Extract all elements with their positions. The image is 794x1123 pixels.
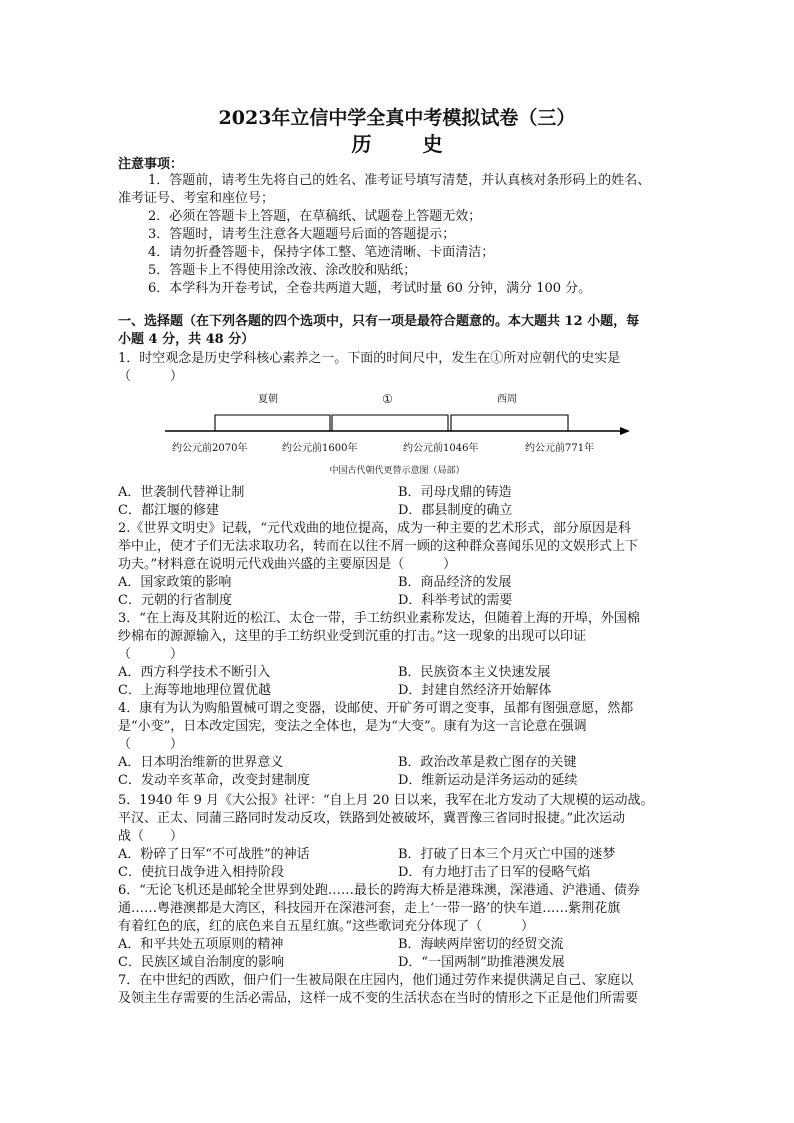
q4-option-a: A．日本明治维新的世界意义 <box>118 755 284 770</box>
exam-title: 2023年立信中学全真中考模拟试卷（三） <box>218 107 576 129</box>
q3-option-d: D．封建自然经济开始解体 <box>398 683 552 698</box>
notice-item: 3．答题时，请考生注意各大题题号后面的答题提示； <box>148 227 456 242</box>
question-7-text: 及领主生存需要的生活必需品，这样一成不变的生活状态在当时的情形之下正是他们所需要 <box>118 991 639 1006</box>
q5-option-a: A．粉碎了日军“不可战胜”的神话 <box>118 847 310 862</box>
question-5-text: 平汉、正太、同蒲三路同时发动反攻，铁路到处被破坏，冀晋豫三省同时报捷。”此次运动 <box>118 811 626 826</box>
q2-option-b: B．商品经济的发展 <box>398 575 512 590</box>
q6-option-c: C．民族区域自治制度的影响 <box>118 955 284 970</box>
q1-option-b: B．司母戊鼎的铸造 <box>398 485 512 500</box>
question-5-text: 战（ ） <box>118 829 184 844</box>
question-1-text: 1．时空观念是历史学科核心素养之一。下面的时间尺中，发生在①所对应朝代的史实是 <box>118 351 621 366</box>
notice-item: 4．请勿折叠答题卡，保持字体工整、笔迹清晰、卡面清洁； <box>148 245 495 260</box>
q5-option-b: B．打破了日本三个月灭亡中国的迷梦 <box>398 847 616 862</box>
date-label: 约公元前1046年 <box>403 443 479 454</box>
q1-option-a: A．世袭制代替禅让制 <box>118 485 245 500</box>
notice-item: 2．必须在答题卡上答题，在草稿纸、试题卷上答题无效； <box>148 209 482 224</box>
q1-option-d: D．郡县制度的确立 <box>398 503 513 518</box>
question-6-text: 通……粤港澳都是大湾区，科技园开在深港河套，走上‘一带一路’的快车道……紫荆花旗 <box>118 901 621 916</box>
q5-option-d: D．有力地打击了日军的侵略气焰 <box>398 865 591 880</box>
period-label-xizhou: 西周 <box>497 394 517 405</box>
q3-option-b: B．民族资本主义快速发展 <box>398 665 551 680</box>
q6-option-d: D．“一国两制”助推港澳发展 <box>398 955 565 970</box>
q2-option-c: C．元朝的行省制度 <box>118 593 232 608</box>
notice-item: 准考证号、考室和座位号； <box>118 191 275 206</box>
timeline-caption: 中国古代朝代更替示意图（局部） <box>329 466 465 476</box>
question-3-text: 纱棉布的源源输入，这里的手工纺织业受到沉重的打击。”这一现象的出现可以印证 <box>118 629 587 644</box>
section-heading-cont: 小题 4 分，共 48 分） <box>118 332 255 347</box>
q4-option-d: D．维新运动是洋务运动的延续 <box>398 773 578 788</box>
question-4-text: （ ） <box>118 737 184 752</box>
question-4-text: 4．康有为认为购船置械可谓之变器，设邮使、开矿务可谓之变事，虽都有图强意愿，然都 <box>118 701 634 716</box>
q4-option-c: C．发动辛亥革命，改变封建制度 <box>118 773 310 788</box>
q2-option-d: D．科举考试的需要 <box>398 593 513 608</box>
q2-option-a: A．国家政策的影响 <box>118 575 232 590</box>
question-6-text: 6．“无论飞机还是邮轮全世界到处跑……最长的跨海大桥是港珠澳，深港通、沪港通、债券 <box>118 883 640 898</box>
question-2-text: 功夫。”材料意在说明元代戏曲兴盛的主要原因是（ ） <box>118 557 457 572</box>
question-2-text: 2.《世界文明史》记载，“元代戏曲的地位提高，成为一种主要的艺术形式，部分原因是科 <box>118 521 632 536</box>
q1-option-c: C．都江堰的修建 <box>118 503 219 518</box>
question-3-text: （ ） <box>118 647 184 662</box>
question-5-text: 5．1940 年 9 月《大公报》社评：“自上月 20 日以来，我军在北方发动了大规模的运动战。 <box>118 793 654 808</box>
question-3-text: 3．“在上海及其附近的松江、太仓一带，手工纺织业素称发达，但随着上海的开埠，外国棉 <box>118 611 640 626</box>
question-4-text: 是“小变”，日本改定国宪，变法之全体也，是为“大变”。康有为这一言论意在强调 <box>118 719 587 734</box>
section-heading: 一、选择题（在下列各题的四个选项中，只有一项是最符合题意的。本大题共 12 小题，每 <box>118 314 640 329</box>
question-6-text: 有着红色的底，红的底色来自五星红旗。”这些歌词充分体现了（ ） <box>118 919 535 934</box>
q5-option-c: C．使抗日战争进入相持阶段 <box>118 865 284 880</box>
question-2-text: 举中止，使才子们无法求取功名，转而在以往不屑一顾的这种群众喜闻乐见的文娱形式上下 <box>118 539 639 554</box>
period-label-circled-1: ① <box>382 392 393 406</box>
q4-option-b: B．政治改革是救亡图存的关键 <box>398 755 577 770</box>
notice-heading: 注意事项： <box>118 157 184 172</box>
notice-item: 1．答题前，请考生先将自己的姓名、准考证号填写清楚，并认真核对条形码上的姓名、 <box>148 173 651 188</box>
question-7-text: 7．在中世纪的西欧，佃户们一生被局限在庄园内，他们通过劳作来提供满足自己、家庭以 <box>118 973 634 988</box>
q6-option-a: A．和平共处五项原则的精神 <box>118 937 284 952</box>
q6-option-b: B．海峡两岸密切的经贸交流 <box>398 937 564 952</box>
period-label-xia: 夏朝 <box>258 394 278 405</box>
notice-item: 6．本学科为开卷考试，全卷共两道大题，考试时量 60 分钟，满分 100 分。 <box>148 281 592 296</box>
notice-item: 5．答题卡上不得使用涂改液、涂改胶和贴纸； <box>148 263 417 278</box>
date-label: 约公元前2070年 <box>172 443 248 454</box>
question-1-blank: （ ） <box>118 369 184 384</box>
q3-option-c: C．上海等地地理位置优越 <box>118 683 271 698</box>
q3-option-a: A．西方科学技术不断引入 <box>118 665 271 680</box>
subject-title: 历 史 <box>351 132 465 156</box>
date-label: 约公元前771年 <box>525 443 595 454</box>
date-label: 约公元前1600年 <box>282 443 358 454</box>
